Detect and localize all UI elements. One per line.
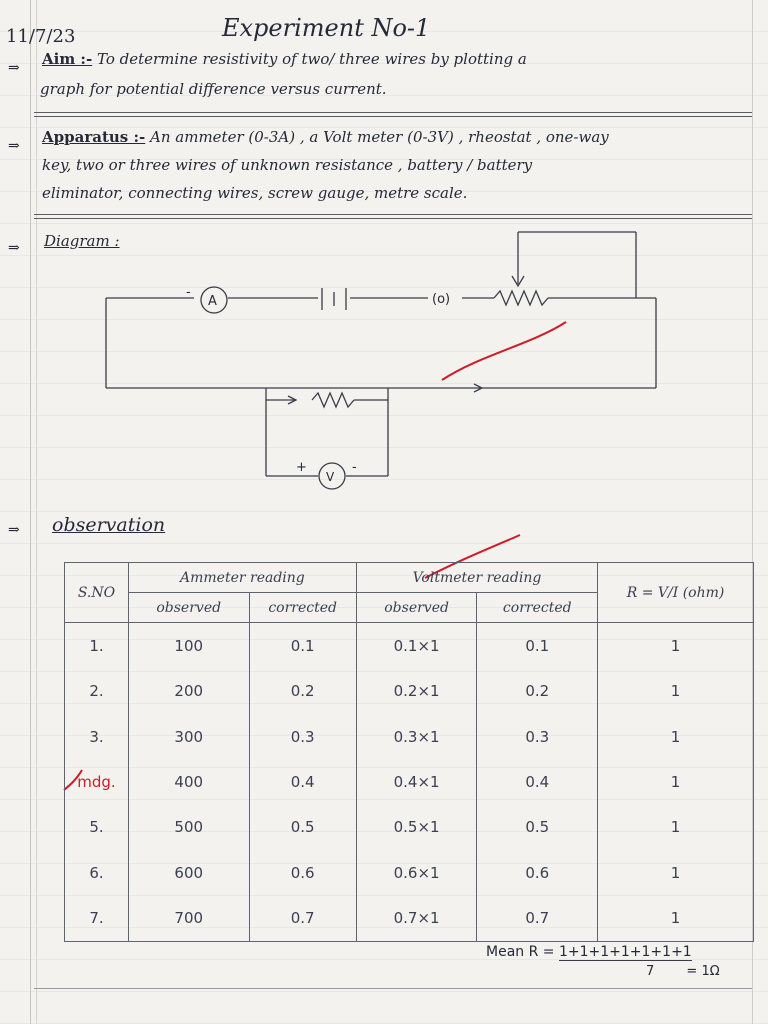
bullet-arrow-icon: ⇒ xyxy=(8,522,20,538)
mean-numerator: 1+1+1+1+1+1+1 xyxy=(558,944,692,960)
cell-volt-observed: 0.4×1 xyxy=(356,759,477,804)
cell-sno xyxy=(65,759,129,804)
experiment-title: Experiment No-1 xyxy=(222,14,431,42)
ammeter-symbol: A xyxy=(208,294,217,309)
cell-volt-observed: 0.2×1 xyxy=(356,668,477,713)
bullet-arrow-icon: ⇒ xyxy=(8,60,20,76)
cell-resistance: 1 xyxy=(598,896,754,942)
cell-amm-observed: 100 xyxy=(128,623,249,669)
aim-text-2: graph for potential difference versus current. xyxy=(40,80,387,98)
voltmeter-minus: - xyxy=(352,460,357,475)
cell-resistance: 1 xyxy=(598,714,754,759)
header-resistance: R = V/I (ohm) xyxy=(598,563,754,623)
cell-volt-observed: 0.3×1 xyxy=(356,714,477,759)
cell-amm-corrected: 0.2 xyxy=(249,668,356,713)
cell-volt-corrected: 0.6 xyxy=(477,850,598,895)
cell-amm-corrected: 0.3 xyxy=(249,714,356,759)
cell-amm-observed: 300 xyxy=(128,714,249,759)
mean-label: Mean R = xyxy=(486,944,555,960)
cell-amm-corrected: 0.5 xyxy=(249,805,356,850)
voltmeter-plus: + xyxy=(296,460,307,475)
cell-amm-corrected: 0.7 xyxy=(249,896,356,942)
mean-fraction-bottom xyxy=(646,964,720,979)
header-amm-observed: observed xyxy=(128,593,249,623)
cell-volt-corrected: 0.1 xyxy=(477,623,598,669)
cell-sno: 1. xyxy=(65,623,129,669)
header-volt-observed: observed xyxy=(356,593,477,623)
table-row xyxy=(65,759,754,804)
mean-resistance xyxy=(486,944,692,960)
red-annotation: mdg. xyxy=(77,772,116,791)
cell-amm-observed: 400 xyxy=(128,759,249,804)
cell-amm-corrected: 0.4 xyxy=(249,759,356,804)
table-row xyxy=(65,805,754,850)
apparatus-text-3: eliminator, connecting wires, screw gauge, metre scale. xyxy=(42,184,468,202)
cell-volt-observed: 0.6×1 xyxy=(356,850,477,895)
cell-amm-corrected: 0.1 xyxy=(249,623,356,669)
cell-amm-observed: 700 xyxy=(128,896,249,942)
table-row xyxy=(65,714,754,759)
cell-volt-corrected: 0.7 xyxy=(477,896,598,942)
header-volt-corrected: corrected xyxy=(477,593,598,623)
header-amm-corrected: corrected xyxy=(249,593,356,623)
cell-volt-corrected: 0.2 xyxy=(477,668,598,713)
diagram-label: Diagram : xyxy=(44,232,120,250)
divider xyxy=(34,988,752,989)
voltmeter-symbol: V xyxy=(326,470,335,484)
cell-sno: 6. xyxy=(65,850,129,895)
cell-amm-observed: 500 xyxy=(128,805,249,850)
header-ammeter: Ammeter reading xyxy=(128,563,356,593)
apparatus-text-2: key, two or three wires of unknown resistance , battery / battery xyxy=(42,156,533,174)
cell-sno: 3. xyxy=(65,714,129,759)
cell-volt-observed: 0.1×1 xyxy=(356,623,477,669)
cell-resistance: 1 xyxy=(598,668,754,713)
header-voltmeter: Voltmeter reading xyxy=(356,563,597,593)
aim-text-1: To determine resistivity of two/ three wires by plotting a xyxy=(96,50,527,68)
bullet-arrow-icon: ⇒ xyxy=(8,240,20,256)
cell-volt-observed: 0.5×1 xyxy=(356,805,477,850)
cell-resistance: 1 xyxy=(598,623,754,669)
cell-sno: 5. xyxy=(65,805,129,850)
cell-amm-observed: 600 xyxy=(128,850,249,895)
apparatus-label: Apparatus :- xyxy=(42,128,146,146)
cell-amm-corrected: 0.6 xyxy=(249,850,356,895)
cell-volt-corrected: 0.5 xyxy=(477,805,598,850)
cell-amm-observed: 200 xyxy=(128,668,249,713)
cell-volt-corrected: 0.3 xyxy=(477,714,598,759)
cell-resistance: 1 xyxy=(598,759,754,804)
apparatus-text-1: An ammeter (0-3A) , a Volt meter (0-3V) , rheostat , one-way xyxy=(150,128,609,146)
cell-resistance: 1 xyxy=(598,805,754,850)
aim-label: Aim :- xyxy=(42,50,93,68)
ammeter-minus: - xyxy=(186,285,191,300)
observation-label: observation xyxy=(52,514,166,536)
key-symbol: (o) xyxy=(432,292,451,307)
table-row xyxy=(65,850,754,895)
bullet-arrow-icon: ⇒ xyxy=(8,138,20,154)
cell-sno: 7. xyxy=(65,896,129,942)
cell-sno: 2. xyxy=(65,668,129,713)
cell-volt-observed: 0.7×1 xyxy=(356,896,477,942)
table-row xyxy=(65,896,754,942)
table-row xyxy=(65,668,754,713)
mean-denominator: 7 xyxy=(646,964,655,979)
cell-resistance: 1 xyxy=(598,850,754,895)
table-row xyxy=(65,623,754,669)
header-sno: S.NO xyxy=(65,563,129,623)
observation-table xyxy=(64,562,754,942)
date: 11/7/23 xyxy=(6,26,76,47)
cell-volt-corrected: 0.4 xyxy=(477,759,598,804)
mean-result: = 1Ω xyxy=(686,964,720,979)
